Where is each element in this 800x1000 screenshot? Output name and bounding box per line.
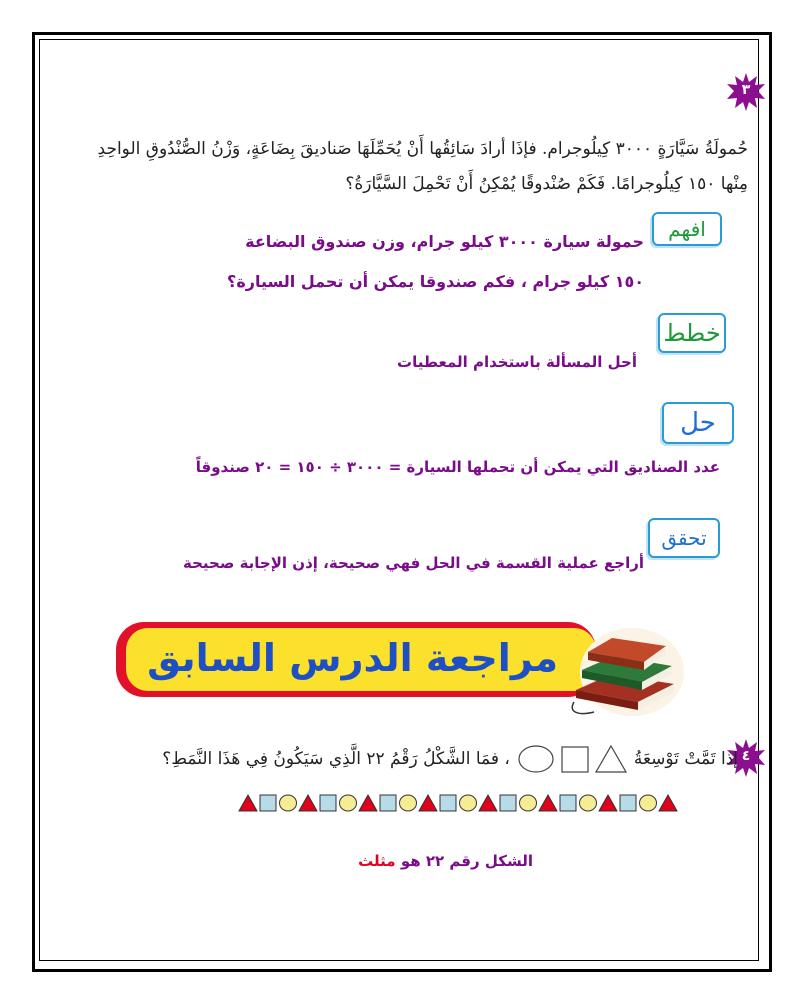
step-check-label: تحقق [661,526,707,550]
pattern-example [516,744,628,774]
books-icon [568,612,684,720]
pattern-square-3 [618,793,638,813]
pattern-triangle-1 [658,793,678,813]
step-solve-label: حل [680,408,716,438]
understand-line-1: حمولة سيارة ٣٠٠٠ كيلو جرام، وزن صندوق البضاعة [245,232,644,251]
pattern-square-18 [318,793,338,813]
pattern-square-21 [258,793,278,813]
review-banner-inner [126,628,596,691]
pattern-circle-2 [638,793,658,813]
triangle-outline-icon [594,744,628,774]
step-solve-label-box [662,402,734,444]
pattern-sequence [198,793,678,813]
pattern-circle-14 [398,793,418,813]
answer-line [233,852,533,870]
problem-3-line-1: حُمولَةُ سَيَّارَةٍ ٣٠٠٠ كِيلُوجرام. فإذَا أرادَ سَائِقُها أَنْ يُحَمِّلَهَا صَناديقَ بِضَاعَةٍ، وَزْنُ الصُّنْدُوقِ الواحِدِ [97,139,748,159]
step-plan-label: خطط [663,319,721,347]
circle-outline-icon [516,744,556,774]
pattern-triangle-7 [538,793,558,813]
problem-4-text-start: إذا تَمَّتْ تَوْسِعَةُ [633,749,738,769]
pattern-circle-11 [458,793,478,813]
square-outline-icon [560,744,590,774]
solve-text: عدد الصناديق التي يمكن أن تحملها السيارة = ٣٠٠٠ ÷ ١٥٠ = ٢٠ صندوقاً [195,458,720,476]
problem-4-number: ٤ [741,748,751,764]
problem-3-line-2: مِنْها ١٥٠ كِيلُوجرامًا. فَكَمْ صُنْدوقًا يُمْكِنُ أَنْ تَحْمِلَ السَّيَّارَةُ؟ [345,174,748,194]
step-plan-label-box [658,313,726,353]
review-banner [116,622,596,697]
answer-prefix: الشكل رقم ٢٢ هو [400,852,533,870]
plan-text: أحل المسألة باستخدام المعطيات [397,353,637,371]
pattern-square-6 [558,793,578,813]
pattern-triangle-13 [418,793,438,813]
problem-3-number: ٣ [741,82,751,98]
pattern-triangle-22 [238,793,258,813]
pattern-circle-8 [518,793,538,813]
pattern-square-9 [498,793,518,813]
step-check-label-box [648,518,720,558]
pattern-square-15 [378,793,398,813]
pattern-triangle-19 [298,793,318,813]
pattern-triangle-16 [358,793,378,813]
check-text: أراجع عملية القسمة في الحل فهي صحيحة، إذن الإجابة صحيحة [183,554,644,572]
pattern-triangle-4 [598,793,618,813]
step-understand-label: افهم [668,217,706,241]
problem-4-text-end: ، فمَا الشَّكْلُ رَقْمُ ٢٢ الَّذِي سَيَكُونُ فِي هَذَا النَّمَطِ؟ [162,749,510,769]
problem-4-question [38,744,738,774]
pattern-circle-20 [278,793,298,813]
pattern-circle-17 [338,793,358,813]
review-banner-title: مراجعة الدرس السابق [147,636,558,680]
step-understand-label-box [652,212,722,246]
pattern-square-12 [438,793,458,813]
pattern-triangle-10 [478,793,498,813]
understand-line-2: ١٥٠ كيلو جرام ، فكم صندوقا يمكن أن تحمل السيارة؟ [227,272,644,291]
problem-3-badge [726,72,766,112]
answer-value: مثلث [358,852,396,870]
pattern-circle-5 [578,793,598,813]
